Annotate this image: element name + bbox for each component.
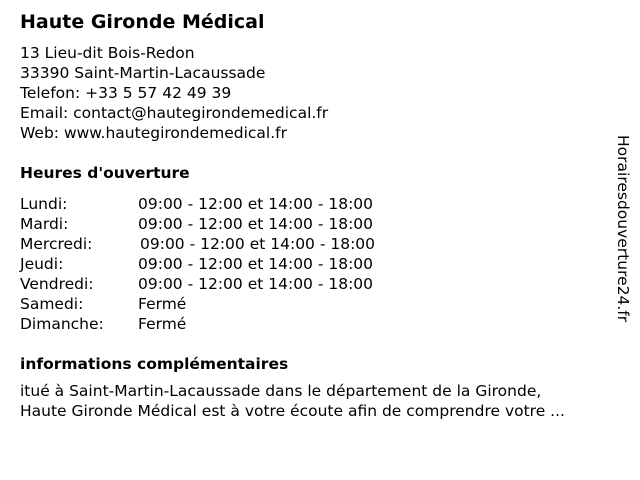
- time-value: 09:00 - 12:00 et 14:00 - 18:00: [138, 195, 374, 213]
- hours-table: [20, 194, 440, 334]
- day-label: Vendredi:: [20, 275, 94, 293]
- info-line-1: itué à Saint-Martin-Lacaussade dans le département de la Gironde,: [20, 382, 542, 400]
- hours-row-wednesday: [20, 234, 440, 254]
- day-label: Samedi:: [20, 295, 84, 313]
- hours-row-tuesday: [20, 214, 440, 234]
- time-value: 09:00 - 12:00 et 14:00 - 18:00: [138, 215, 374, 233]
- hours-row-saturday: [20, 294, 440, 314]
- address-city: 33390 Saint-Martin-Lacaussade: [20, 64, 266, 82]
- info-line-2: Haute Gironde Médical est à votre écoute afin de comprendre votre ...: [20, 402, 565, 420]
- contact-block: [20, 43, 328, 143]
- time-value: 09:00 - 12:00 et 14:00 - 18:00: [138, 255, 374, 273]
- time-value: 09:00 - 12:00 et 14:00 - 18:00: [140, 235, 376, 253]
- hours-heading: Heures d'ouverture: [20, 164, 190, 182]
- hours-row-sunday: [20, 314, 440, 334]
- site-watermark: Horairesdouverture24.fr: [614, 135, 632, 323]
- phone-number[interactable]: Telefon: +33 5 57 42 49 39: [20, 84, 232, 102]
- email-address[interactable]: Email: contact@hautegirondemedical.fr: [20, 104, 329, 122]
- info-text: [20, 381, 565, 421]
- time-value: Fermé: [138, 315, 187, 333]
- website-link[interactable]: Web: www.hautegirondemedical.fr: [20, 124, 287, 142]
- hours-row-monday: [20, 194, 440, 214]
- hours-row-thursday: [20, 254, 440, 274]
- time-value: Fermé: [138, 295, 187, 313]
- day-label: Mercredi:: [20, 235, 93, 253]
- day-label: Jeudi:: [20, 255, 64, 273]
- business-name: Haute Gironde Médical: [20, 11, 265, 33]
- day-label: Mardi:: [20, 215, 69, 233]
- info-heading: informations complémentaires: [20, 355, 289, 373]
- address-street: 13 Lieu-dit Bois-Redon: [20, 44, 195, 62]
- hours-row-friday: [20, 274, 440, 294]
- time-value: 09:00 - 12:00 et 14:00 - 18:00: [138, 275, 374, 293]
- day-label: Lundi:: [20, 195, 68, 213]
- day-label: Dimanche:: [20, 315, 104, 333]
